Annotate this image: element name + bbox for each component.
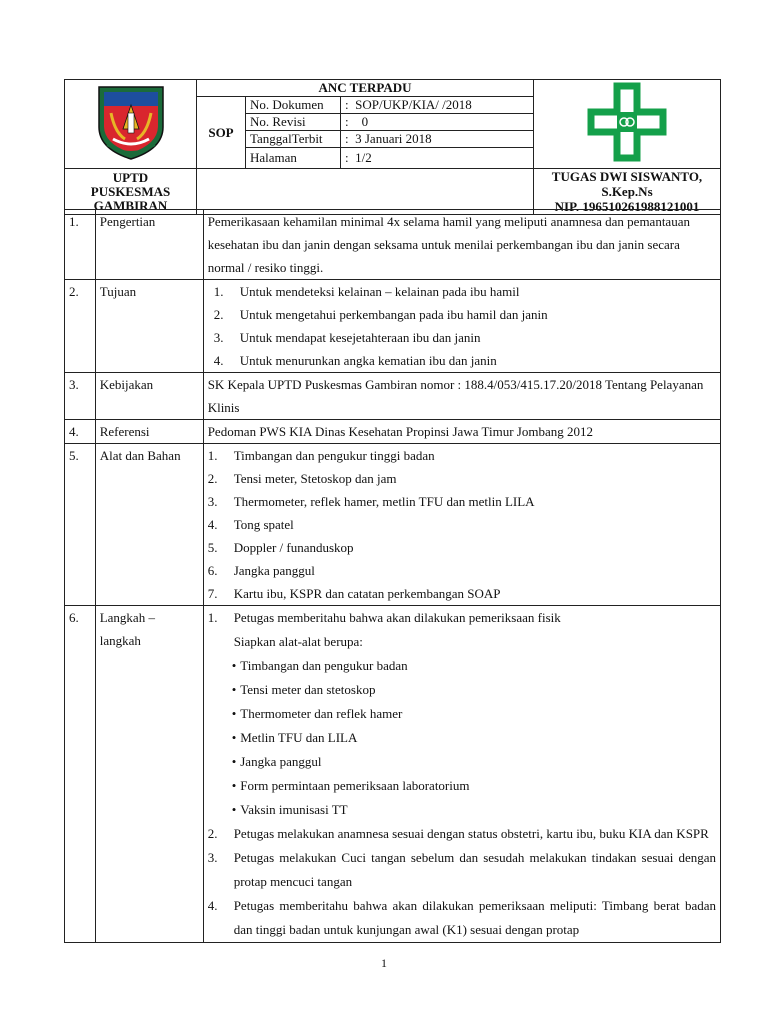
step-item: 4. Petugas memberitahu bahwa akan dilakukan pemeriksaan meliputi: Timbang berat badan dan tinggi badan untuk kunjungan awal (K1) sesuai dengan protap (207, 898, 716, 937)
list-item: 1. Timbangan dan pengukur tinggi badan (207, 448, 435, 463)
meta-value: : 0 (341, 114, 534, 131)
section-label: Tujuan (95, 280, 203, 373)
section-label: Langkah – langkah (95, 606, 203, 943)
meta-value: : SOP/UKP/KIA/ /2018 (341, 97, 534, 114)
section-pengertian (65, 210, 721, 280)
bullet-item: • Thermometer dan reflek hamer (231, 706, 403, 721)
document-title: ANC TERPADU (197, 80, 533, 97)
meta-value: : 1/2 (341, 148, 534, 169)
section-label: Pengertian (95, 210, 203, 280)
meta-key: No. Revisi (246, 114, 341, 131)
list-item: 2. Tensi meter, Stetoskop dan jam (207, 471, 397, 486)
puskesmas-cross-icon (587, 82, 667, 162)
list-item: 6. Jangka panggul (207, 563, 315, 578)
step-subtext: Siapkan alat-alat berupa: (233, 634, 363, 649)
step-item: 3. Petugas melakukan Cuci tangan sebelum dan sesudah melakukan tindakan sesuai dengan protap mencuci tangan (207, 850, 716, 889)
section-label: Kebijakan (95, 373, 203, 420)
bullet-item: • Metlin TFU dan LILA (231, 730, 358, 745)
section-alat-bahan (65, 444, 721, 606)
signer-info: TUGAS DWI SISWANTO, S.Kep.Ns NIP. 196510261988121001 (534, 169, 721, 215)
section-number: 1. (65, 210, 96, 280)
doc-meta-table (246, 97, 533, 168)
meta-key: TanggalTerbit (246, 131, 341, 148)
list-item: 3. Untuk mendapat kesejetahteraan ibu dan janin (213, 330, 481, 345)
section-tujuan (65, 280, 721, 373)
section-number: 6. (65, 606, 96, 943)
bullet-item: • Jangka panggul (231, 754, 322, 769)
logo-cell (65, 80, 197, 169)
section-text: Pedoman PWS KIA Dinas Kesehatan Propinsi Jawa Timur Jombang 2012 (203, 420, 720, 444)
list-item: 1. Untuk mendeteksi kelainan – kelainan pada ibu hamil (213, 284, 520, 299)
bullet-item: • Tensi meter dan stetoskop (231, 682, 376, 697)
sop-body-table (64, 209, 721, 943)
bullet-item: • Form permintaan pemeriksaan laboratorium (231, 778, 470, 793)
list-item: 4. Untuk menurunkan angka kematian ibu dan janin (213, 353, 497, 368)
section-number: 3. (65, 373, 96, 420)
puskesmas-logo-cell (534, 80, 721, 169)
org-name: UPTD PUSKESMAS GAMBIRAN (65, 169, 197, 215)
meta-key: Halaman (246, 148, 341, 169)
step-item: 2. Petugas melakukan anamnesa sesuai dengan status obstetri, kartu ibu, buku KIA dan KSPR (207, 826, 709, 841)
list-item: 7. Kartu ibu, KSPR dan catatan perkembangan SOAP (207, 586, 501, 601)
section-number: 2. (65, 280, 96, 373)
blank-cell (197, 169, 534, 215)
bullet-item: • Vaksin imunisasi TT (231, 802, 348, 817)
sop-label: SOP (197, 97, 246, 169)
bullet-item: • Timbangan dan pengukur badan (231, 658, 408, 673)
sop-header-table (64, 79, 721, 215)
section-referensi (65, 420, 721, 444)
section-langkah (65, 606, 721, 943)
section-text: SK Kepala UPTD Puskesmas Gambiran nomor : 188.4/053/415.17.20/2018 Tentang Pelayanan Klinis (203, 373, 720, 420)
meta-key: No. Dokumen (246, 97, 341, 114)
page-number: 1 (381, 956, 387, 970)
step-item: 1. Petugas memberitahu bahwa akan dilakukan pemeriksaan fisik (207, 610, 561, 625)
section-list (203, 444, 720, 606)
section-kebijakan (65, 373, 721, 420)
section-number: 5. (65, 444, 96, 606)
section-list (203, 280, 720, 373)
section-steps (203, 606, 720, 943)
section-number: 4. (65, 420, 96, 444)
doc-info-cell (197, 80, 534, 169)
section-text: Pemerikasaan kehamilan minimal 4x selama hamil yang meliputi anamnesa dan pemantauan kesehatan ibu dan janin dengan seksama untuk menilai perkembangan ibu dan janin secara normal / resiko tinggi. (203, 210, 720, 280)
regency-emblem-icon (95, 83, 167, 161)
list-item: 5. Doppler / funanduskop (207, 540, 354, 555)
meta-value: : 3 Januari 2018 (341, 131, 534, 148)
list-item: 2. Untuk mengetahui perkembangan pada ibu hamil dan janin (213, 307, 548, 322)
section-label: Referensi (95, 420, 203, 444)
section-label: Alat dan Bahan (95, 444, 203, 606)
list-item: 4. Tong spatel (207, 517, 294, 532)
list-item: 3. Thermometer, reflek hamer, metlin TFU dan metlin LILA (207, 494, 535, 509)
